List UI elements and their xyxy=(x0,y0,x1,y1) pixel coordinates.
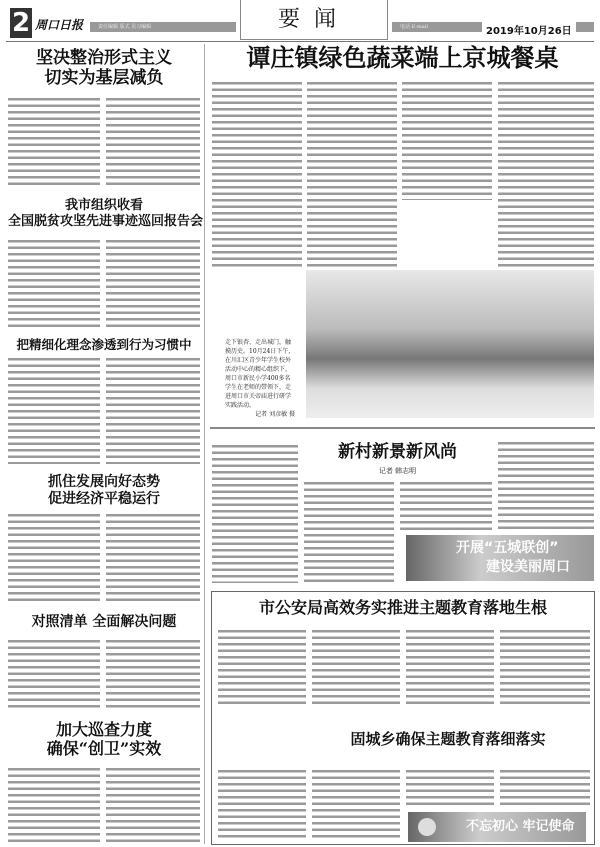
article-body xyxy=(106,96,200,188)
editor-bar: 责任编辑 版式 见习编辑 xyxy=(90,22,236,32)
photo-caption xyxy=(225,338,295,419)
article-body xyxy=(8,766,100,842)
article-body xyxy=(498,440,594,530)
photo-credit: 记者 刘彦敏 摄 xyxy=(255,411,295,418)
headline-line: 坚决整治形式主义 xyxy=(36,48,172,68)
article-headline xyxy=(8,48,200,89)
column-divider xyxy=(204,44,205,844)
main-headline: 谭庄镇绿色蔬菜端上京城餐桌 xyxy=(246,43,559,72)
article-body xyxy=(400,480,492,530)
article-headline: 对照清单 全面解决问题 xyxy=(31,614,177,630)
slogan-banner xyxy=(408,812,586,842)
headline-line: 我市组织收看 xyxy=(64,198,143,213)
contact-bar: 电话 E-mail xyxy=(392,22,594,32)
banner-text: 不忘初心 牢记使命 xyxy=(466,819,575,834)
article-body xyxy=(106,238,200,330)
article-body xyxy=(500,768,590,808)
feature-headline: 新村新景新风尚 xyxy=(338,442,457,462)
article-headline xyxy=(8,474,200,508)
article-body xyxy=(212,443,298,583)
article-body xyxy=(8,638,100,710)
headline-line: 抓住发展向好态势 xyxy=(48,474,160,490)
article-body xyxy=(106,512,200,604)
banner-line: 建设美丽周口 xyxy=(486,559,570,575)
caption-text: 走下银杏、走出城门，触摸历史。10月24日下午，在川汇区青少年学生校外活动中心的精心组织下，周口市新民小学400多名学生在老师的带领下，走进周口市关帝庙进行研学实践活动。 xyxy=(225,339,295,409)
header-rule xyxy=(6,41,594,42)
article-headline xyxy=(8,720,200,758)
feature-byline: 记者 韩志明 xyxy=(378,467,417,475)
article-body xyxy=(402,80,492,200)
article-body xyxy=(218,628,306,708)
page-number: 2 xyxy=(11,8,31,38)
emblem-icon xyxy=(418,818,436,836)
section-rule xyxy=(210,427,595,429)
section-title: 要闻 xyxy=(240,0,388,40)
headline-line: 促进经济平稳运行 xyxy=(48,490,160,507)
article-body xyxy=(500,628,590,708)
headline-line: 加大巡查力度 xyxy=(55,720,152,739)
headline-line: 确保“创卫”实效 xyxy=(46,739,162,759)
box-headline: 市公安局高效务实推进主题教育落地生根 xyxy=(258,598,547,617)
article-body xyxy=(498,80,594,268)
article-body xyxy=(106,638,200,710)
temple-photo xyxy=(306,270,594,418)
issue-date: 2019年10月26日 xyxy=(482,22,576,37)
article-body xyxy=(8,238,100,330)
headline-line: 全国脱贫攻坚先进事迹巡回报告会 xyxy=(8,213,204,229)
box-headline: 固城乡确保主题教育落细落实 xyxy=(350,730,546,748)
article-body xyxy=(307,80,397,268)
campaign-banner xyxy=(406,535,594,581)
article-body xyxy=(8,356,100,464)
article-body xyxy=(304,480,394,583)
headline-line: 切实为基层减负 xyxy=(44,68,164,89)
paper-logo: 周口日报 xyxy=(35,18,84,32)
article-body xyxy=(406,628,494,708)
article-body xyxy=(106,766,200,842)
article-body xyxy=(8,96,100,188)
article-headline xyxy=(8,198,204,229)
article-body xyxy=(218,768,306,840)
article-headline: 把精细化理念渗透到行为习惯中 xyxy=(16,337,192,352)
article-body xyxy=(8,512,100,604)
article-body xyxy=(106,356,200,464)
article-body xyxy=(406,768,494,808)
article-body xyxy=(312,768,400,840)
article-body xyxy=(212,80,302,268)
banner-line: 开展“五城联创” xyxy=(456,540,559,556)
article-body xyxy=(312,628,400,708)
